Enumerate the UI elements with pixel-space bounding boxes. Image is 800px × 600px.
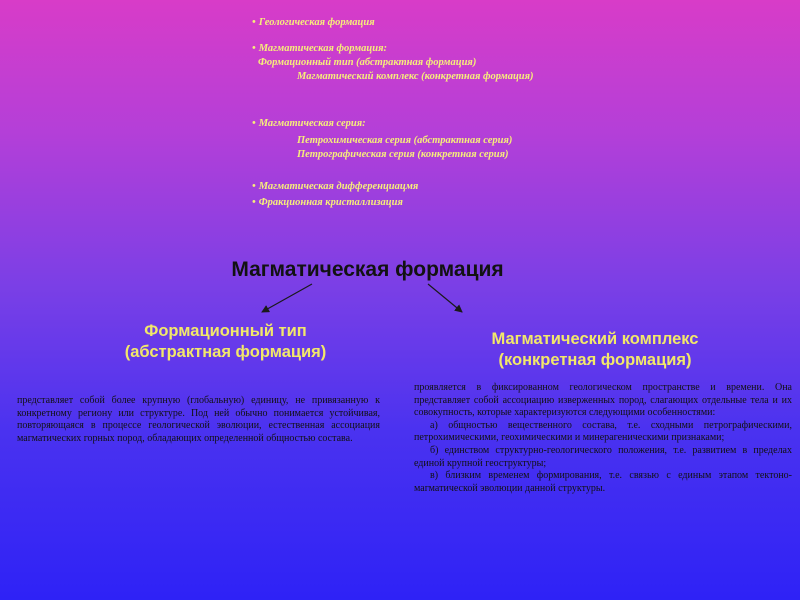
bullet-text: Магматическая дифференциацмя	[258, 181, 419, 192]
bullet-dot: •	[252, 181, 256, 192]
right-heading	[440, 329, 750, 371]
diagram-title: Магматическая формация	[231, 258, 504, 281]
left-heading-line2: (абстрактная формация)	[124, 343, 327, 361]
bullet-dot: •	[252, 197, 256, 208]
right-description	[414, 382, 792, 495]
left-heading	[88, 321, 363, 363]
sub-petrographic-series: Петрографическая серия (конкретная серия)	[297, 149, 509, 160]
left-description	[17, 395, 380, 445]
arrow-right	[428, 284, 462, 312]
sub-petrochemical-series: Петрохимическая серия (абстрактная серия)	[297, 135, 513, 146]
right-intro: проявляется в фиксированном геологическом пространстве и времени. Она представляет собой ассоциацию изверженных пород, слагающих отдельные тела и их совокупность, которые характеризуются следующими особенностями:	[414, 382, 792, 419]
bullet-text: Фракционная кристаллизация	[258, 197, 403, 208]
right-item-b: б) единством структурно-геологического положения, т.е. развитием в пределах единой крупной геоструктуры;	[414, 444, 792, 469]
bullet-text: Магматическая формация:	[258, 43, 388, 54]
left-heading-line1: Формационный тип	[144, 322, 307, 340]
bullet-dot: •	[252, 118, 256, 129]
right-heading-line1: Магматический комплекс	[491, 330, 699, 348]
right-item-a: а) общностью вещественного состава, т.е. сходными петрографическими, петрохимическими, геохимическими и минерагеническими признаками;	[414, 419, 792, 444]
sub-magmatic-complex: Магматический комплекс (конкретная формация)	[297, 71, 534, 82]
bullet-text: Магматическая серия:	[258, 118, 366, 129]
left-description-text: представляет собой более крупную (глобальную) единицу, не привязанную к конкретному региону или структуре. Под ней обычно понимается устойчивая, повторяющаяся в процессе геологической эволюции, естественная ассоциация магматических горных пород, обладающих определенной общностью состава.	[17, 395, 380, 444]
bullet-text: Геологическая формация	[258, 17, 375, 28]
bullet-dot: •	[252, 43, 256, 54]
right-item-c: в) близким временем формирования, т.е. связью с единым этапом тектоно-магматической эволюции данной структуры.	[414, 470, 792, 494]
arrow-left	[262, 284, 312, 312]
sub-formation-type: Формационный тип (абстрактная формация)	[258, 57, 477, 68]
right-heading-line2: (конкретная формация)	[498, 351, 692, 369]
bullet-dot: •	[252, 17, 256, 28]
